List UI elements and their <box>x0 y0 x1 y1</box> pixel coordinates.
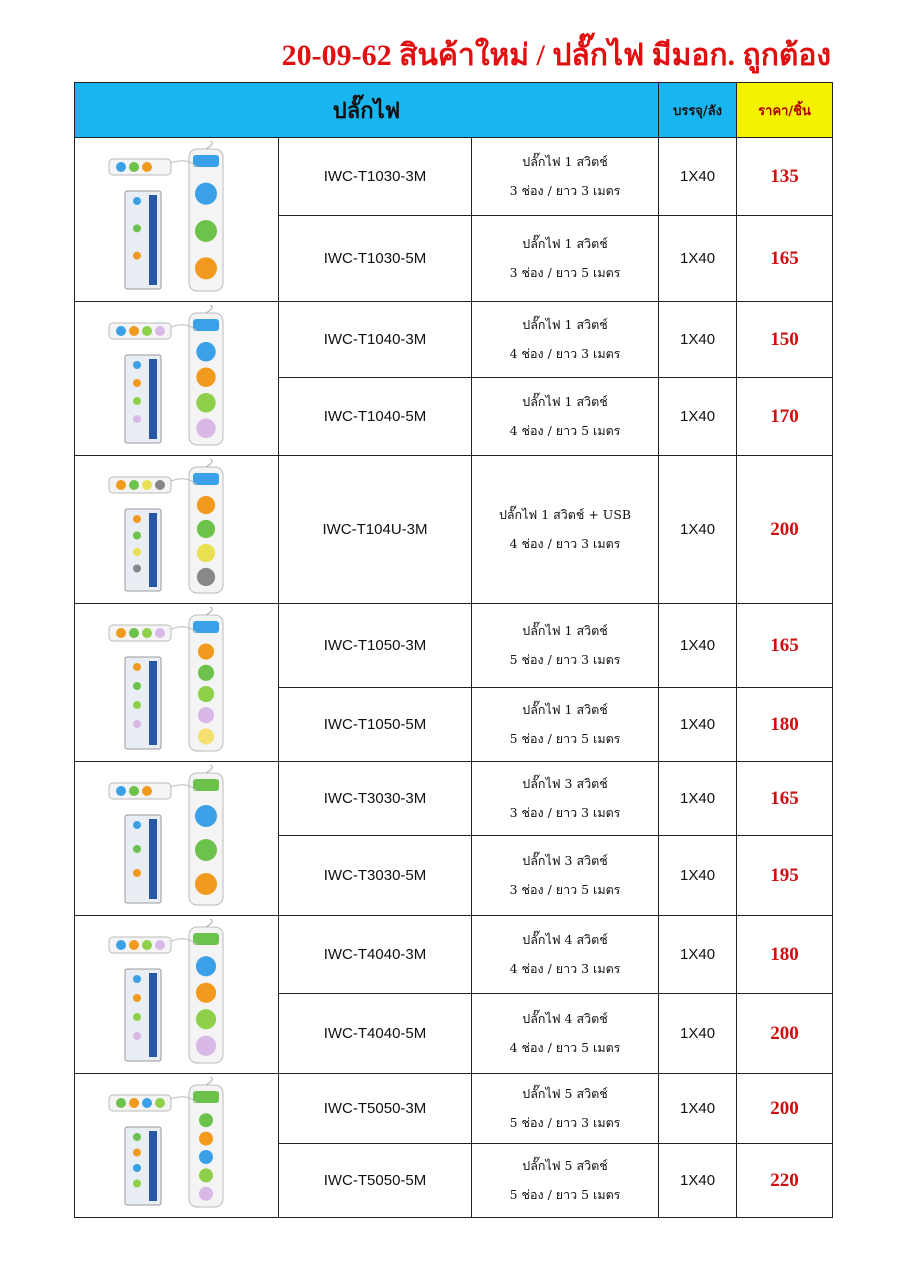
outlet-shape <box>142 162 152 172</box>
strip-switch <box>193 933 219 945</box>
package-label <box>149 973 157 1057</box>
outlet-shape <box>195 982 215 1002</box>
package-label <box>149 819 157 899</box>
outlet-shape <box>195 873 217 895</box>
description-cell <box>472 994 659 1074</box>
strip-switch <box>193 779 219 791</box>
description-line-2: 3 ช่อง / ยาว 5 เมตร <box>509 264 621 280</box>
description-cell <box>472 836 659 916</box>
description-cell <box>472 688 659 762</box>
product-image-cell <box>75 456 279 604</box>
table-row <box>75 762 833 836</box>
outlet-shape <box>133 682 141 690</box>
outlet-shape <box>199 1186 213 1200</box>
description-line-1: ปลั๊กไฟ 1 สวิตช์ <box>522 153 608 169</box>
outlet-shape <box>133 1179 141 1187</box>
outlet-shape <box>133 1148 141 1156</box>
price-cell: 165 <box>737 604 833 688</box>
price-cell: 135 <box>737 138 833 216</box>
description-cell <box>472 1074 659 1144</box>
model-cell: IWC-T1050-3M <box>279 604 472 688</box>
model-cell: IWC-T104U-3M <box>279 456 472 604</box>
outlet-shape <box>116 786 126 796</box>
product-image-cell <box>75 604 279 762</box>
model-cell: IWC-T3030-5M <box>279 836 472 916</box>
outlet-shape <box>129 162 139 172</box>
outlet-shape <box>129 480 139 490</box>
outlet-shape <box>155 1098 165 1108</box>
outlet-shape <box>129 628 139 638</box>
outlet-shape <box>133 564 141 572</box>
outlet-shape <box>116 628 126 638</box>
outlet-shape <box>133 1032 141 1040</box>
model-cell: IWC-T3030-3M <box>279 762 472 836</box>
package-label <box>149 359 157 439</box>
price-cell: 200 <box>737 1074 833 1144</box>
outlet-shape <box>195 257 217 279</box>
outlet-shape <box>116 940 126 950</box>
outlet-shape <box>116 480 126 490</box>
outlet-shape <box>142 940 152 950</box>
description-line-2: 5 ช่อง / ยาว 5 เมตร <box>509 730 621 746</box>
description-cell <box>472 762 659 836</box>
pack-cell: 1X40 <box>659 688 737 762</box>
power-strip-image <box>77 919 277 1071</box>
outlet-shape <box>199 1150 213 1164</box>
model-cell: IWC-T1030-5M <box>279 216 472 302</box>
description-line-2: 4 ช่อง / ยาว 3 เมตร <box>509 960 621 976</box>
package-label <box>149 1131 157 1201</box>
package-label <box>149 513 157 587</box>
description-line-2: 5 ช่อง / ยาว 3 เมตร <box>509 651 621 667</box>
outlet-shape <box>133 975 141 983</box>
outlet-shape <box>155 940 165 950</box>
outlet-shape <box>197 707 213 723</box>
description-line-2: 5 ช่อง / ยาว 5 เมตร <box>509 1186 621 1202</box>
outlet-shape <box>195 839 217 861</box>
outlet-shape <box>196 342 215 361</box>
description-line-1: ปลั๊กไฟ 3 สวิตช์ <box>522 852 608 868</box>
description-line-2: 3 ช่อง / ยาว 5 เมตร <box>509 881 621 897</box>
description-line-1: ปลั๊กไฟ 4 สวิตช์ <box>522 931 608 947</box>
outlet-shape <box>133 845 141 853</box>
power-strip-image <box>77 459 277 601</box>
price-cell: 170 <box>737 378 833 456</box>
outlet-shape <box>196 519 214 537</box>
model-cell: IWC-T4040-3M <box>279 916 472 994</box>
description-cell <box>472 378 659 456</box>
outlet-shape <box>199 1168 213 1182</box>
outlet-shape <box>133 720 141 728</box>
power-strip-image <box>77 141 277 299</box>
outlet-shape <box>155 326 165 336</box>
page-title: 20-09-62 สินค้าใหม่ / ปลั๊กไฟ มีมอก. ถูกต้อง <box>281 39 831 72</box>
price-cell: 180 <box>737 688 833 762</box>
model-cell: IWC-T1030-3M <box>279 138 472 216</box>
table-row <box>75 916 833 994</box>
outlet-shape <box>129 326 139 336</box>
cord-shape <box>206 141 212 149</box>
description-cell <box>472 916 659 994</box>
outlet-shape <box>133 994 141 1002</box>
outlet-shape <box>129 940 139 950</box>
cord-shape <box>206 607 212 615</box>
strip-switch <box>193 621 219 633</box>
product-image-cell <box>75 302 279 456</box>
description-cell <box>472 302 659 378</box>
description-cell <box>472 216 659 302</box>
price-cell: 220 <box>737 1144 833 1218</box>
outlet-shape <box>195 1009 215 1029</box>
outlet-shape <box>195 805 217 827</box>
outlet-shape <box>133 361 141 369</box>
outlet-shape <box>133 1013 141 1021</box>
price-header: ราคา/ชิ้น <box>737 83 833 138</box>
outlet-shape <box>196 393 215 412</box>
pack-cell: 1X40 <box>659 762 737 836</box>
price-cell: 150 <box>737 302 833 378</box>
outlet-shape <box>133 251 141 259</box>
price-cell: 200 <box>737 994 833 1074</box>
outlet-shape <box>129 786 139 796</box>
price-cell: 200 <box>737 456 833 604</box>
product-image-cell <box>75 138 279 302</box>
outlet-shape <box>142 1098 152 1108</box>
outlet-shape <box>196 543 214 561</box>
outlet-shape <box>133 415 141 423</box>
outlet-shape <box>196 418 215 437</box>
description-cell <box>472 456 659 604</box>
outlet-shape <box>133 1133 141 1141</box>
product-image-cell <box>75 916 279 1074</box>
outlet-shape <box>129 1098 139 1108</box>
price-cell: 165 <box>737 216 833 302</box>
outlet-shape <box>196 567 214 585</box>
outlet-shape <box>133 821 141 829</box>
outlet-shape <box>155 628 165 638</box>
price-cell: 195 <box>737 836 833 916</box>
outlet-shape <box>195 220 217 242</box>
outlet-shape <box>197 728 213 744</box>
outlet-shape <box>195 182 217 204</box>
description-cell <box>472 1144 659 1218</box>
description-line-1: ปลั๊กไฟ 3 สวิตช์ <box>522 775 608 791</box>
power-strip-image <box>77 305 277 453</box>
pack-header: บรรจุ/ลัง <box>659 83 737 138</box>
description-line-1: ปลั๊กไฟ 1 สวิตช์ <box>522 235 608 251</box>
package-label <box>149 195 157 285</box>
description-line-1: ปลั๊กไฟ 1 สวิตช์ <box>522 316 608 332</box>
outlet-shape <box>133 531 141 539</box>
outlet-shape <box>133 515 141 523</box>
pack-cell: 1X40 <box>659 138 737 216</box>
outlet-shape <box>133 379 141 387</box>
description-line-2: 4 ช่อง / ยาว 3 เมตร <box>509 345 621 361</box>
table-row <box>75 1074 833 1144</box>
strip-switch <box>193 319 219 331</box>
strip-switch <box>193 155 219 167</box>
package-label <box>149 661 157 745</box>
description-line-2: 5 ช่อง / ยาว 3 เมตร <box>509 1114 621 1130</box>
outlet-shape <box>196 367 215 386</box>
model-cell: IWC-T1040-3M <box>279 302 472 378</box>
description-line-1: ปลั๊กไฟ 1 สวิตช์ <box>522 701 608 717</box>
pack-cell: 1X40 <box>659 1074 737 1144</box>
table-row <box>75 604 833 688</box>
model-cell: IWC-T5050-3M <box>279 1074 472 1144</box>
cord-shape <box>206 305 212 313</box>
pack-cell: 1X40 <box>659 1144 737 1218</box>
outlet-shape <box>195 956 215 976</box>
description-line-1: ปลั๊กไฟ 1 สวิตช์ <box>522 393 608 409</box>
outlet-shape <box>142 786 152 796</box>
strip-switch <box>193 473 219 485</box>
outlet-shape <box>196 495 214 513</box>
description-cell <box>472 138 659 216</box>
cord-shape <box>206 765 212 773</box>
outlet-shape <box>199 1131 213 1145</box>
outlet-shape <box>133 1164 141 1172</box>
outlet-shape <box>116 162 126 172</box>
description-line-2: 3 ช่อง / ยาว 3 เมตร <box>509 182 621 198</box>
description-line-2: 4 ช่อง / ยาว 3 เมตร <box>509 535 621 551</box>
outlet-shape <box>155 480 165 490</box>
outlet-shape <box>142 628 152 638</box>
cord-shape <box>206 919 212 927</box>
outlet-shape <box>195 1035 215 1055</box>
pack-cell: 1X40 <box>659 456 737 604</box>
outlet-shape <box>133 224 141 232</box>
pack-cell: 1X40 <box>659 378 737 456</box>
outlet-shape <box>197 643 213 659</box>
price-cell: 180 <box>737 916 833 994</box>
cord-shape <box>206 1077 212 1085</box>
table-header-row <box>75 83 833 138</box>
pack-cell: 1X40 <box>659 302 737 378</box>
description-line-1: ปลั๊กไฟ 1 สวิตช์ + USB <box>498 506 632 522</box>
description-line-2: 4 ช่อง / ยาว 5 เมตร <box>509 422 621 438</box>
product-image-cell <box>75 762 279 916</box>
description-line-2: 3 ช่อง / ยาว 3 เมตร <box>509 804 621 820</box>
power-strip-image <box>77 1077 277 1215</box>
model-cell: IWC-T1040-5M <box>279 378 472 456</box>
outlet-shape <box>133 548 141 556</box>
outlet-shape <box>199 1113 213 1127</box>
description-line-2: 4 ช่อง / ยาว 5 เมตร <box>509 1039 621 1055</box>
outlet-shape <box>197 664 213 680</box>
model-cell: IWC-T4040-5M <box>279 994 472 1074</box>
outlet-shape <box>133 701 141 709</box>
description-line-1: ปลั๊กไฟ 5 สวิตช์ <box>522 1085 608 1101</box>
pack-cell: 1X40 <box>659 994 737 1074</box>
outlet-shape <box>133 663 141 671</box>
outlet-shape <box>133 869 141 877</box>
category-header: ปลั๊กไฟ <box>75 83 659 138</box>
model-cell: IWC-T5050-5M <box>279 1144 472 1218</box>
cord-shape <box>206 459 212 467</box>
pack-cell: 1X40 <box>659 216 737 302</box>
pack-cell: 1X40 <box>659 916 737 994</box>
price-table <box>74 82 833 1218</box>
table-row <box>75 138 833 216</box>
description-line-1: ปลั๊กไฟ 5 สวิตช์ <box>522 1157 608 1173</box>
table-row <box>75 302 833 378</box>
power-strip-image <box>77 607 277 759</box>
power-strip-image <box>77 765 277 913</box>
pack-cell: 1X40 <box>659 604 737 688</box>
price-cell: 165 <box>737 762 833 836</box>
outlet-shape <box>197 685 213 701</box>
strip-switch <box>193 1091 219 1103</box>
description-line-1: ปลั๊กไฟ 4 สวิตช์ <box>522 1010 608 1026</box>
description-line-1: ปลั๊กไฟ 1 สวิตช์ <box>522 622 608 638</box>
outlet-shape <box>142 480 152 490</box>
outlet-shape <box>133 197 141 205</box>
outlet-shape <box>133 397 141 405</box>
model-cell: IWC-T1050-5M <box>279 688 472 762</box>
table-row <box>75 456 833 604</box>
description-cell <box>472 604 659 688</box>
outlet-shape <box>142 326 152 336</box>
pack-cell: 1X40 <box>659 836 737 916</box>
outlet-shape <box>116 326 126 336</box>
product-image-cell <box>75 1074 279 1218</box>
outlet-shape <box>116 1098 126 1108</box>
